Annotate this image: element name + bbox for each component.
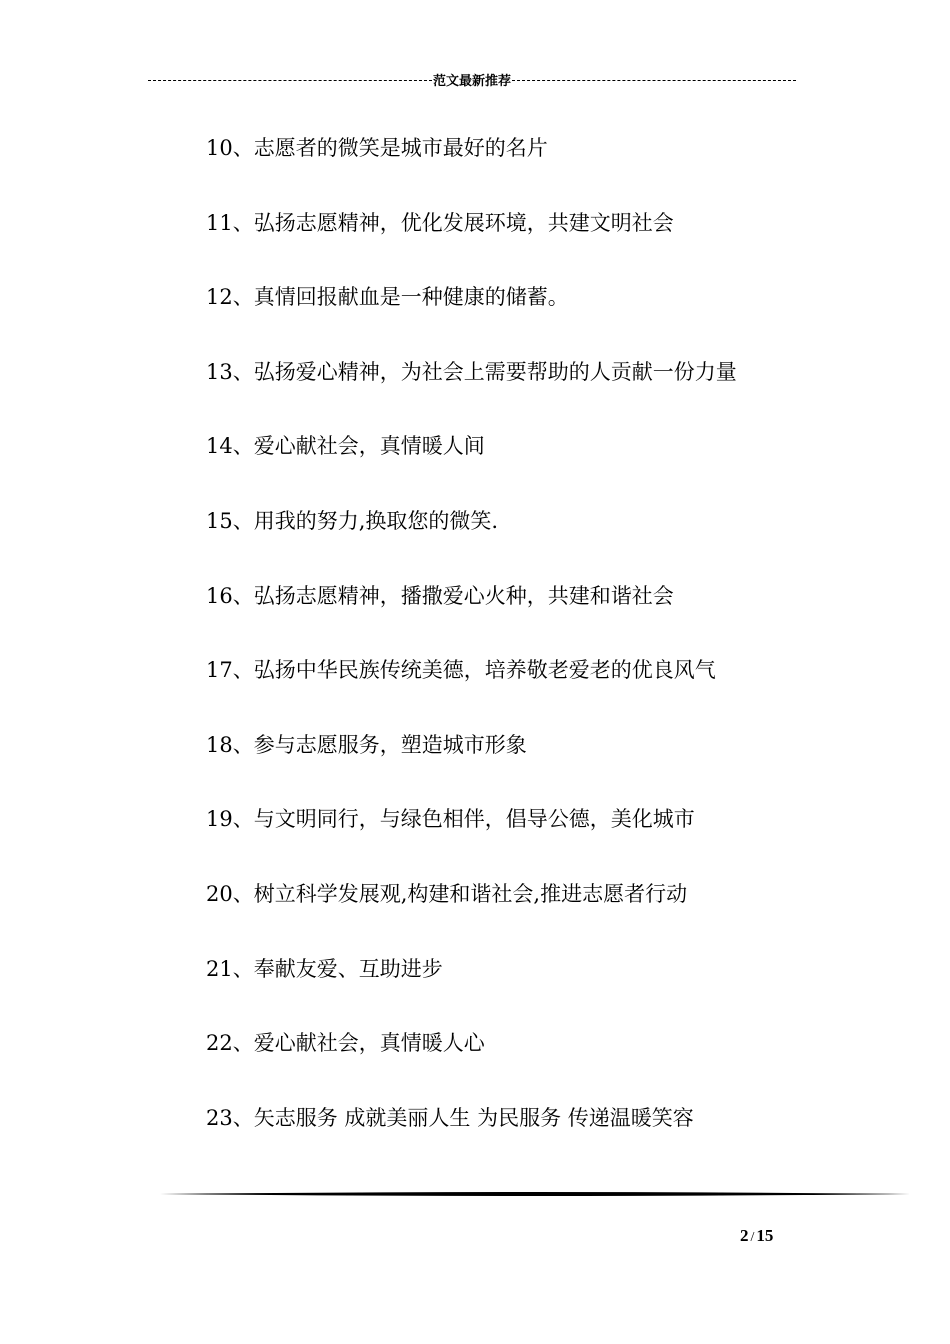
list-item: 19、与文明同行，与绿色相伴，倡导公德，美化城市 [206,807,695,832]
list-item: 16、弘扬志愿精神，播撒爱心火种，共建和谐社会 [206,583,674,608]
list-item: 15、用我的努力,换取您的微笑. [206,508,499,533]
document-body [206,128,826,1172]
list-item: 13、弘扬爱心精神，为社会上需要帮助的人贡献一份力量 [206,359,737,384]
list-item: 22、爱心献社会，真情暖人心 [206,1031,485,1056]
list-item: 21、奉献友爱、互助进步 [206,956,443,981]
list-item: 12、真情回报献血是一种健康的储蓄。 [206,285,569,310]
header-dashes-left [148,80,432,81]
footer-divider [160,1188,910,1200]
page-current: 2 [740,1226,749,1245]
page-total: 15 [756,1226,774,1245]
list-item: 18、参与志愿服务，塑造城市形象 [206,732,527,757]
list-item: 20、树立科学发展观,构建和谐社会,推进志愿者行动 [206,881,688,906]
list-item: 23、矢志服务 成就美丽人生 为民服务 传递温暖笑容 [206,1105,694,1130]
list-item: 10、志愿者的微笑是城市最好的名片 [206,136,548,160]
list-item: 11、弘扬志愿精神，优化发展环境，共建文明社会 [206,210,674,235]
list-item: 17、弘扬中华民族传统美德，培养敬老爱老的优良风气 [206,658,716,683]
page-number [740,1226,820,1246]
header-dashes-right [512,80,796,81]
list-item: 14、爱心献社会，真情暖人间 [206,434,485,459]
header-title: 范文最新推荐 [433,72,512,88]
page-separator: / [750,1230,755,1245]
page-header [148,69,796,89]
